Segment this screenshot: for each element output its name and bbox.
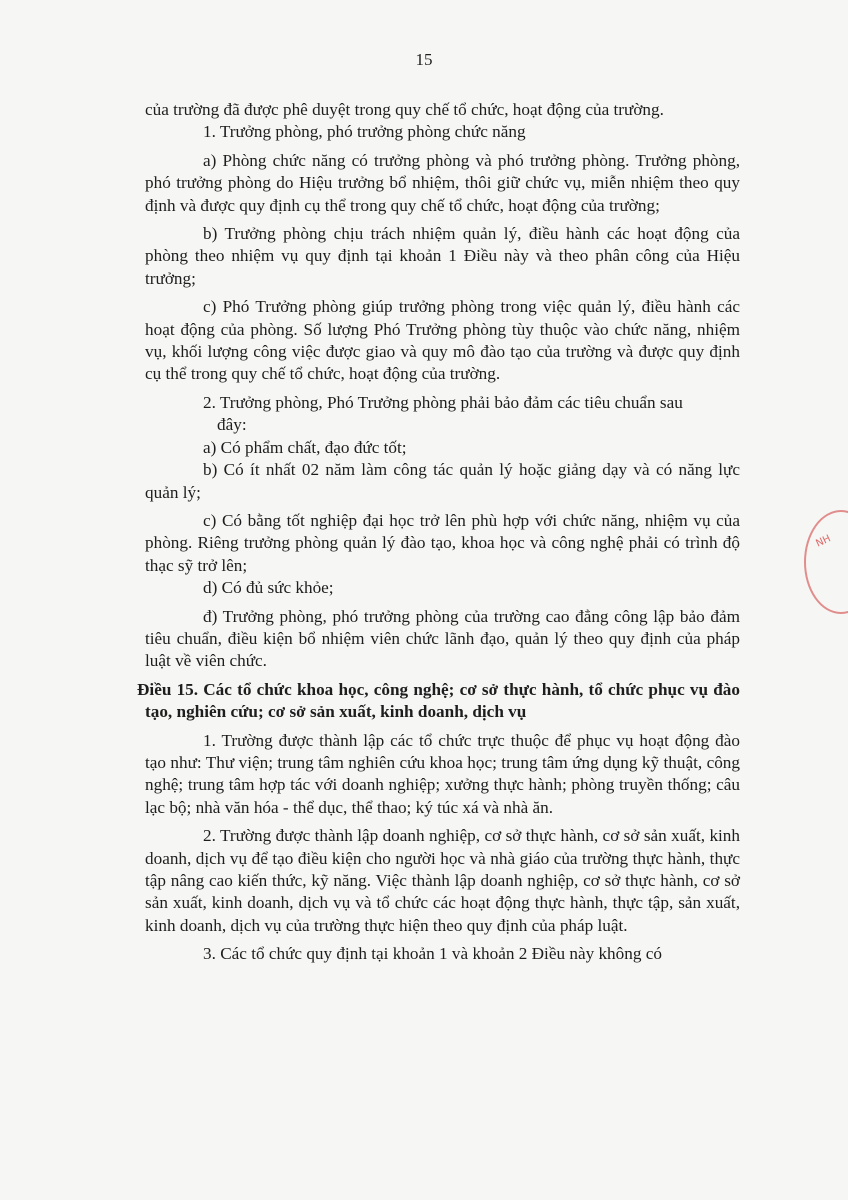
paragraph: b) Trưởng phòng chịu trách nhiệm quản lý, điều hành các hoạt động của phòng theo nhiệm vụ quy định tại khoản 1 Điều này và theo phân công của Hiệu trưởng; [145, 224, 740, 288]
paragraph: đ) Trưởng phòng, phó trưởng phòng của trường cao đẳng công lập bảo đảm tiêu chuẩn, điều kiện bổ nhiệm viên chức lãnh đạo, quản lý theo quy định của pháp luật về viên chức. [145, 606, 740, 671]
clause-2-title: 2. Trưởng phòng, Phó Trưởng phòng phải bảo đảm các tiêu chuẩn sau [203, 392, 683, 412]
stamp-text: NH [814, 533, 833, 550]
document-body [137, 99, 740, 966]
paragraph: d) Có đủ sức khỏe; [203, 578, 334, 598]
clause-2-title-cont: đây: [217, 415, 247, 435]
paragraph: của trường đã được phê duyệt trong quy chế tổ chức, hoạt động của trường. [145, 100, 664, 119]
paragraph: 3. Các tổ chức quy định tại khoản 1 và khoản 2 Điều này không có [203, 944, 662, 964]
paragraph: c) Có bằng tốt nghiệp đại học trở lên phù hợp với chức năng, nhiệm vụ của phòng. Riêng trưởng phòng quản lý đào tạo, khoa học và công nghệ phải có trình độ thạc sỹ trở lên; [145, 510, 740, 575]
paragraph: a) Có phẩm chất, đạo đức tốt; [203, 437, 407, 457]
article-heading: Điều 15. Các tổ chức khoa học, công nghệ; cơ sở thực hành, tổ chức phục vụ đào tạo, nghiên cứu; cơ sở sản xuất, kinh doanh, dịch vụ [137, 679, 740, 722]
paragraph: b) Có ít nhất 02 năm làm công tác quản lý hoặc giảng dạy và có năng lực quản lý; [145, 460, 740, 502]
paragraph: c) Phó Trưởng phòng giúp trưởng phòng trong việc quản lý, điều hành các hoạt động của phòng. Số lượng Phó Trưởng phòng tùy thuộc vào chức năng, nhiệm vụ, khối lượng công việc được giao và quy mô đào tạo của trường và được quy định cụ thể trong quy chế tổ chức, hoạt động của trường. [145, 297, 740, 384]
red-seal-stamp [804, 510, 848, 614]
page-number: 15 [415, 50, 433, 69]
paragraph: a) Phòng chức năng có trưởng phòng và phó trưởng phòng. Trưởng phòng, phó trưởng phòng do Hiệu trưởng bổ nhiệm, thôi giữ chức vụ, miễn nhiệm theo quy định và được quy định cụ thể trong quy chế tổ chức, hoạt động của trường; [145, 150, 740, 215]
paragraph: 2. Trường được thành lập doanh nghiệp, cơ sở thực hành, cơ sở sản xuất, kinh doanh, dịch vụ để tạo điều kiện cho người học và nhà giáo của trường thực hành, thực tập nâng cao kiến thức, kỹ năng. Việc thành lập doanh nghiệp, cơ sở thực hành, cơ sở sản xuất, kinh doanh, dịch vụ và tổ chức các hoạt động thực hành, thực tập, sản xuất, kinh doanh, dịch vụ của trường thực hiện theo quy định của pháp luật. [145, 826, 740, 935]
paragraph: 1. Trường được thành lập các tổ chức trực thuộc để phục vụ hoạt động đào tạo như: Thư viện; trung tâm nghiên cứu khoa học; trung tâm ứng dụng kỹ thuật, công nghệ; trung tâm hợp tác với doanh nghiệp; xưởng thực hành; phòng truyền thống; câu lạc bộ; nhà văn hóa - thể dục, thể thao; ký túc xá và nhà ăn. [145, 730, 740, 817]
clause-1-title: 1. Trưởng phòng, phó trưởng phòng chức năng [203, 122, 526, 142]
